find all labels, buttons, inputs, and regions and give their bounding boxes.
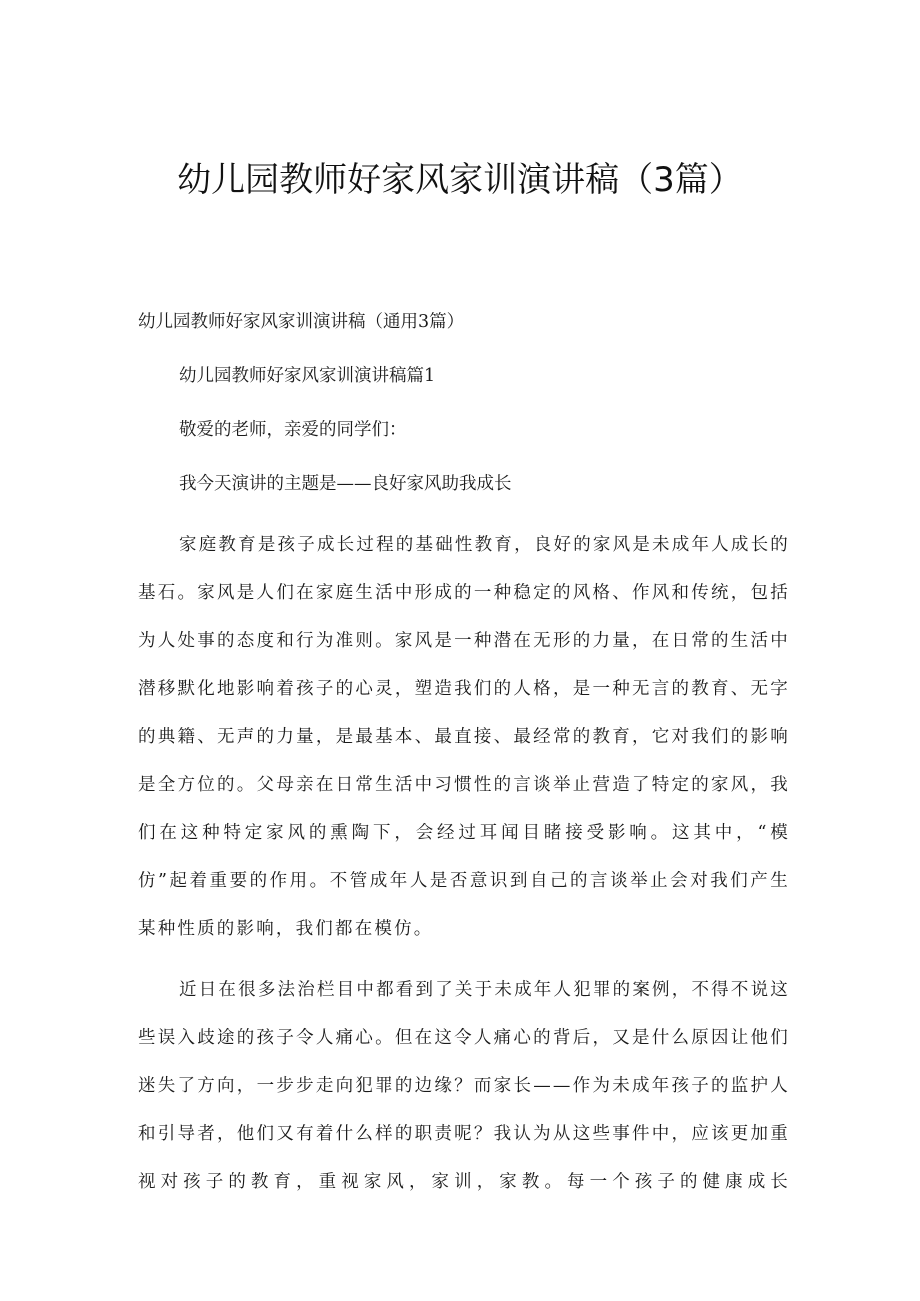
- paragraph: 近日在很多法治栏目中都看到了关于未成年人犯罪的案例，不得不说这些误入歧途的孩子令人痛心。但在这令人痛心的背后，又是什么原因让他们迷失了方向，一步步走向犯罪的边缘？而家长——作为未成年孩子的监护人和引导者，他们又有着什么样的职责呢？我认为从这些事件中，应该更加重视对孩子的教育，重视家风，家训，家教。每一个孩子的健康成长: [138, 980, 790, 1192]
- section-heading: 幼儿园教师好家风家训演讲稿篇1: [179, 366, 436, 386]
- topic-line: 我今天演讲的主题是——良好家风助我成长: [179, 474, 512, 494]
- document-body: [138, 305, 790, 1219]
- salutation: 敬爱的老师，亲爱的同学们：: [179, 420, 407, 440]
- document-subtitle: 幼儿园教师好家风家训演讲稿（通用3篇）: [138, 312, 465, 332]
- paragraph: 家庭教育是孩子成长过程的基础性教育，良好的家风是未成年人成长的基石。家风是人们在家庭生活中形成的一种稳定的风格、作风和传统，包括为人处事的态度和行为准则。家风是一种潜在无形的力量，在日常的生活中潜移默化地影响着孩子的心灵，塑造我们的人格，是一种无言的教育、无字的典籍、无声的力量，是最基本、最直接、最经常的教育，它对我们的影响是全方位的。父母亲在日常生活中习惯性的言谈举止营造了特定的家风，我们在这种特定家风的熏陶下，会经过耳闻目睹接受影响。这其中，“模仿”起着重要的作用。不管成年人是否意识到自己的言谈举止会对我们产生某种性质的影响，我们都在模仿。: [138, 535, 790, 939]
- document-title: 幼儿园教师好家风家训演讲稿（3篇）: [177, 160, 743, 200]
